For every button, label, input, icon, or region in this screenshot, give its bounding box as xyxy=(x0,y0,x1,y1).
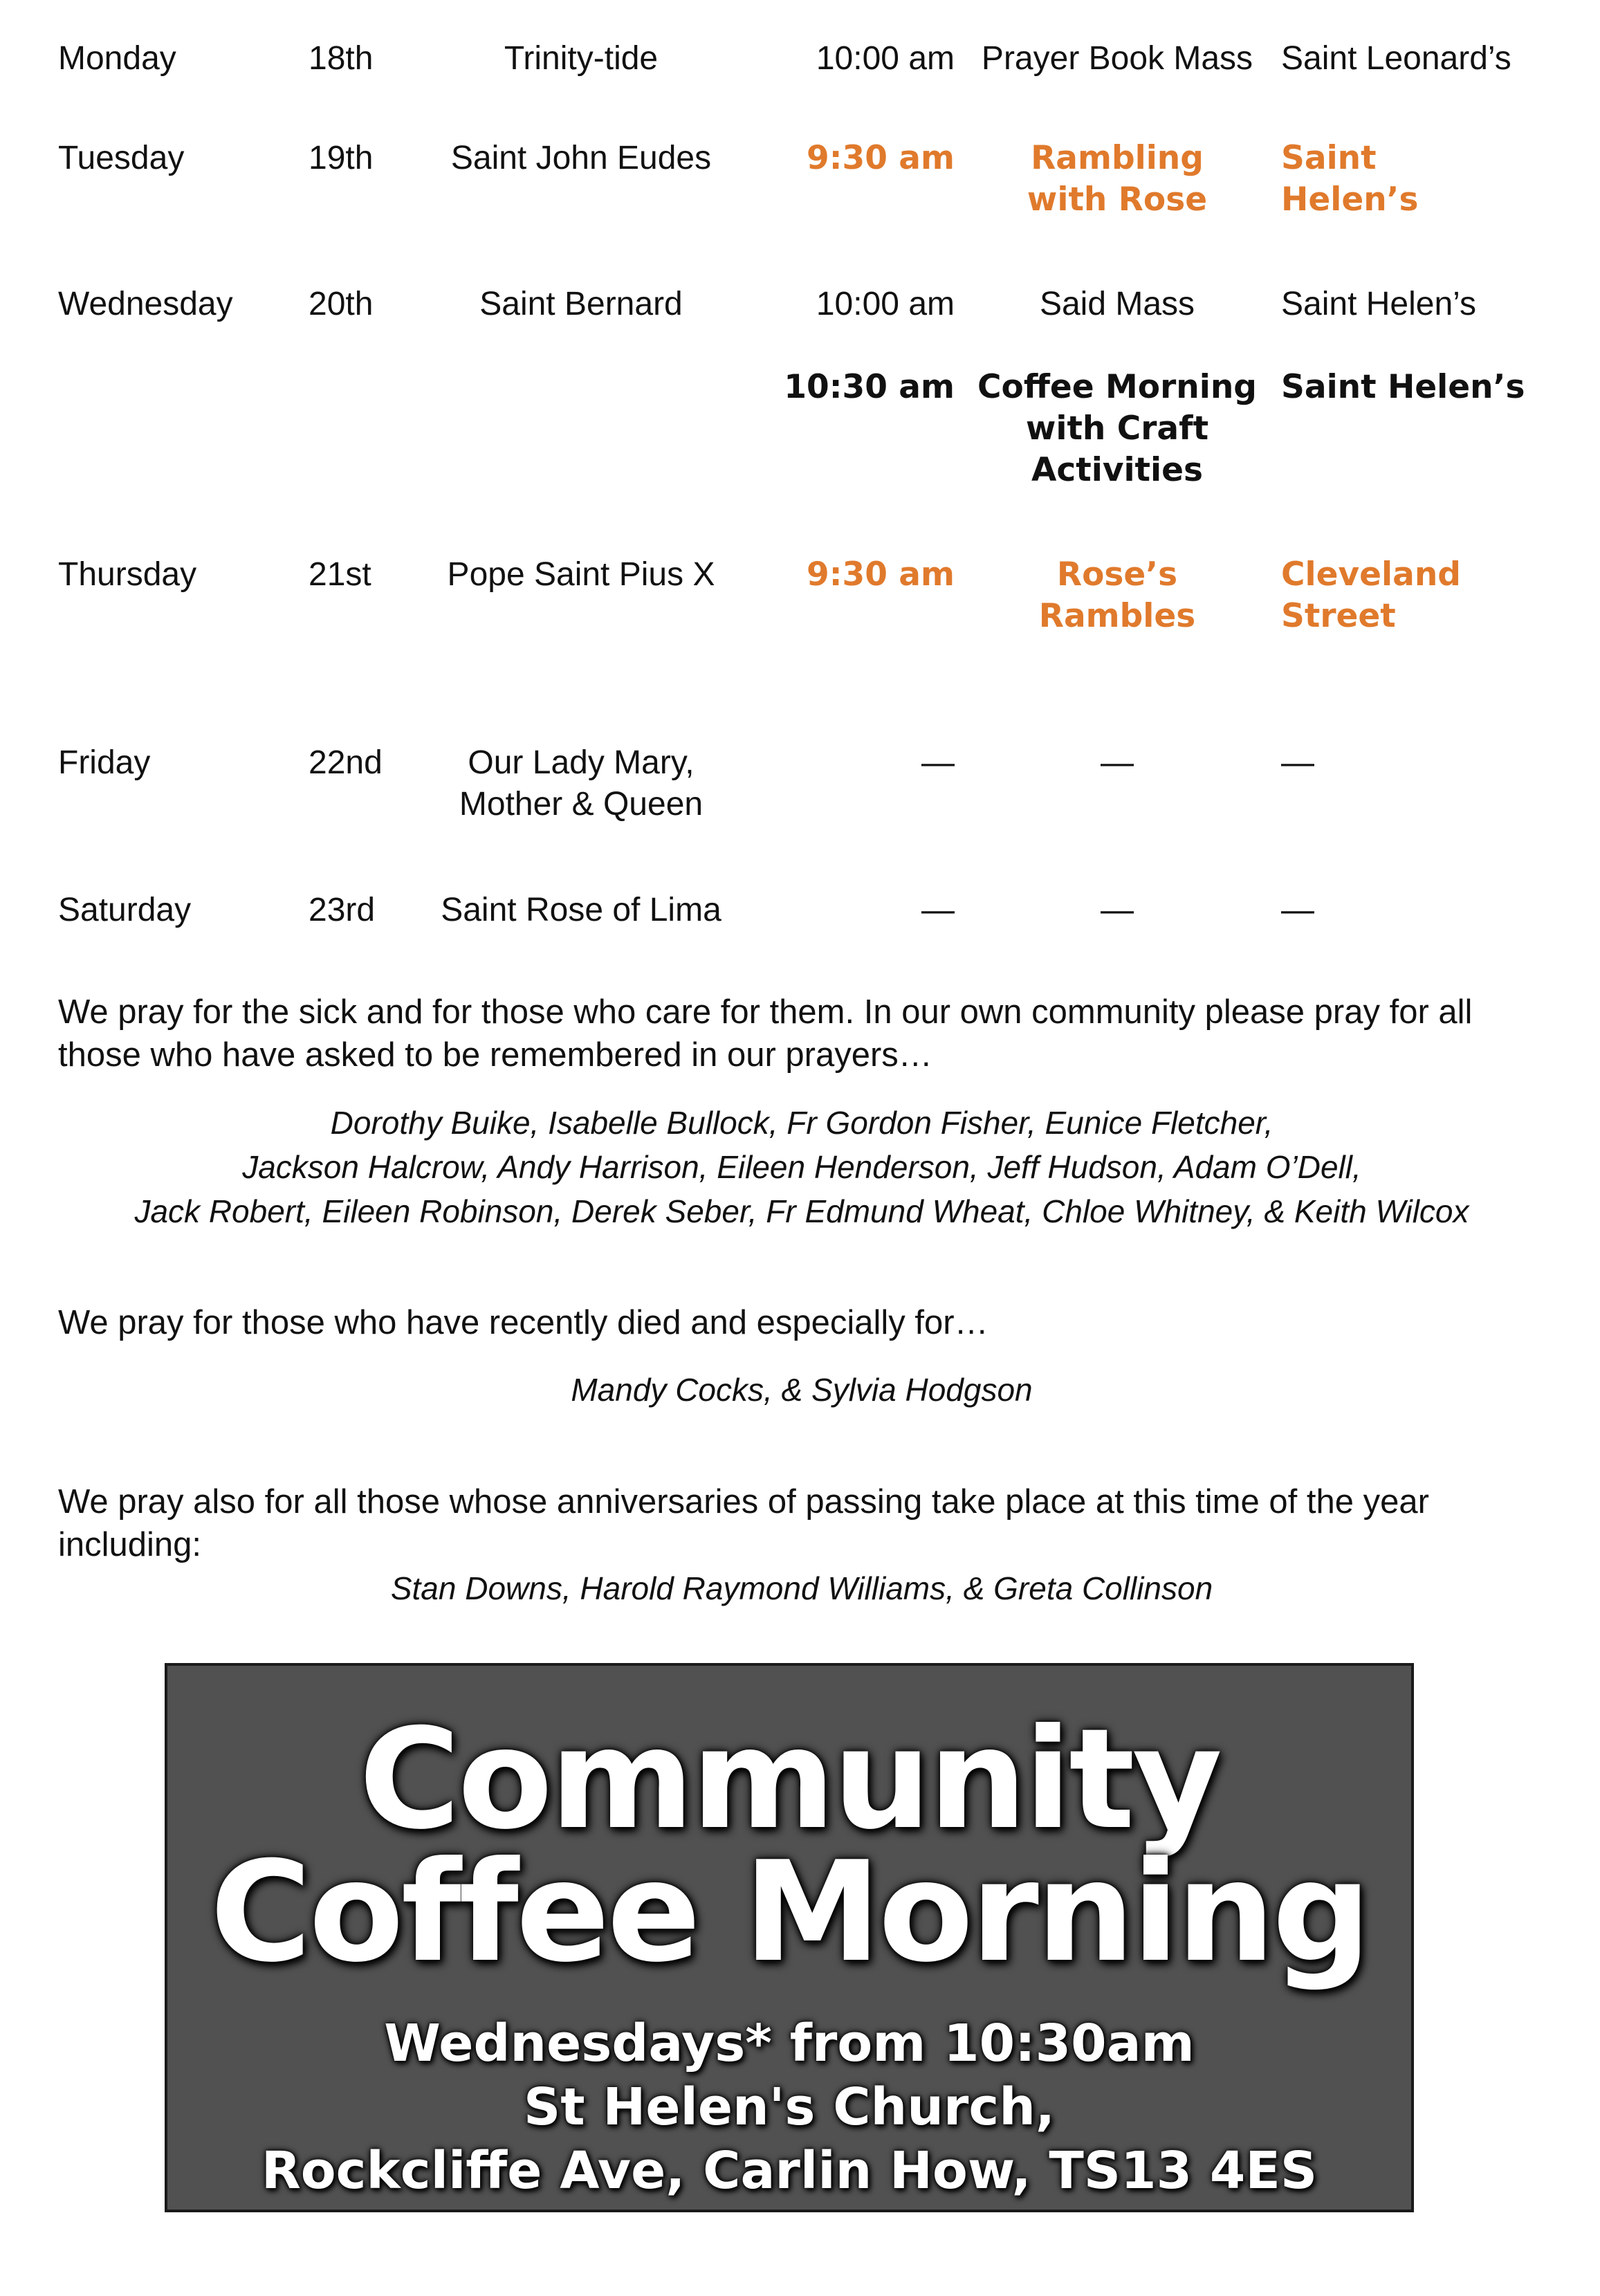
service-time: 10:00 am xyxy=(816,40,955,77)
day-label: Wednesday xyxy=(58,286,233,322)
date-label: 22nd xyxy=(309,744,383,781)
service-location: Cleveland Street xyxy=(1281,555,1461,635)
day-label: Monday xyxy=(58,40,176,77)
departed-prayer-intro: We pray for those who have recently died and especially for… xyxy=(58,1304,988,1341)
date-label: 20th xyxy=(309,286,374,322)
sick-names-line: Jackson Halcrow, Andy Harrison, Eileen Henderson, Jeff Hudson, Adam O’Dell, xyxy=(242,1149,1361,1185)
sick-prayer-intro: We pray for the sick and for those who care for them. In our own community please pray for all those who have asked to be remembered in our prayers… xyxy=(58,993,1473,1074)
service-name: Said Mass xyxy=(1039,286,1195,322)
service-name: Coffee Morning with Craft Activities xyxy=(977,368,1257,489)
service-time: — xyxy=(921,744,955,781)
service-time: 9:30 am xyxy=(807,555,955,594)
banner-address-text: Rockcliffe Ave, Carlin How, TS13 4ES xyxy=(261,2141,1318,2201)
sick-names-line: Dorothy Buike, Isabelle Bullock, Fr Gordon Fisher, Eunice Fletcher, xyxy=(330,1105,1273,1141)
feast-label: Our Lady Mary, Mother & Queen xyxy=(459,744,704,823)
date-label: 21st xyxy=(309,556,371,593)
feast-label: Saint John Eudes xyxy=(450,140,712,176)
anniversary-prayer-intro: We pray also for all those whose anniversaries of passing take place at this time of the year including: xyxy=(58,1483,1429,1563)
service-name: Prayer Book Mass xyxy=(981,40,1253,77)
service-location: Saint Helen’s xyxy=(1281,286,1476,322)
feast-label: Pope Saint Pius X xyxy=(447,556,715,593)
banner-schedule-text: Wednesdays* from 10:30am xyxy=(384,2014,1195,2073)
banner-venue-text: St Helen's Church, xyxy=(523,2077,1056,2137)
service-location: — xyxy=(1281,744,1314,781)
service-name: Rambling with Rose xyxy=(1027,139,1208,219)
service-name: — xyxy=(1101,892,1134,928)
day-label: Thursday xyxy=(58,556,197,593)
date-label: 18th xyxy=(309,40,374,77)
service-name: — xyxy=(1101,744,1134,781)
service-location: — xyxy=(1281,892,1314,928)
feast-label: Saint Bernard xyxy=(479,286,683,322)
service-time: 10:00 am xyxy=(816,286,955,322)
date-label: 23rd xyxy=(309,892,376,928)
day-label: Tuesday xyxy=(58,140,185,176)
service-name: Rose’s Rambles xyxy=(1038,555,1196,635)
service-time: — xyxy=(921,892,955,928)
feast-label: Trinity-tide xyxy=(504,40,659,77)
sick-names-line: Jack Robert, Eileen Robinson, Derek Seber, Fr Edmund Wheat, Chloe Whitney, & Keith Wilcox xyxy=(134,1193,1469,1229)
departed-names: Mandy Cocks, & Sylvia Hodgson xyxy=(571,1372,1033,1408)
service-location: Saint Helen’s xyxy=(1281,139,1419,219)
day-label: Saturday xyxy=(58,892,192,928)
feast-label: Saint Rose of Lima xyxy=(441,892,721,928)
date-label: 19th xyxy=(309,140,374,176)
anniversary-names: Stan Downs, Harold Raymond Williams, & Greta Collinson xyxy=(390,1570,1213,1606)
service-time: 10:30 am xyxy=(784,368,955,406)
sick-names-list xyxy=(58,1101,1545,1233)
service-location: Saint Leonard’s xyxy=(1281,40,1511,77)
banner-title-line: Community xyxy=(358,1699,1220,1860)
service-time: 9:30 am xyxy=(807,139,955,177)
coffee-morning-banner xyxy=(165,1663,1414,2212)
service-location: Saint Helen’s xyxy=(1281,368,1525,406)
day-label: Friday xyxy=(58,744,151,781)
banner-title-line: Coffee Morning xyxy=(210,1832,1369,1993)
